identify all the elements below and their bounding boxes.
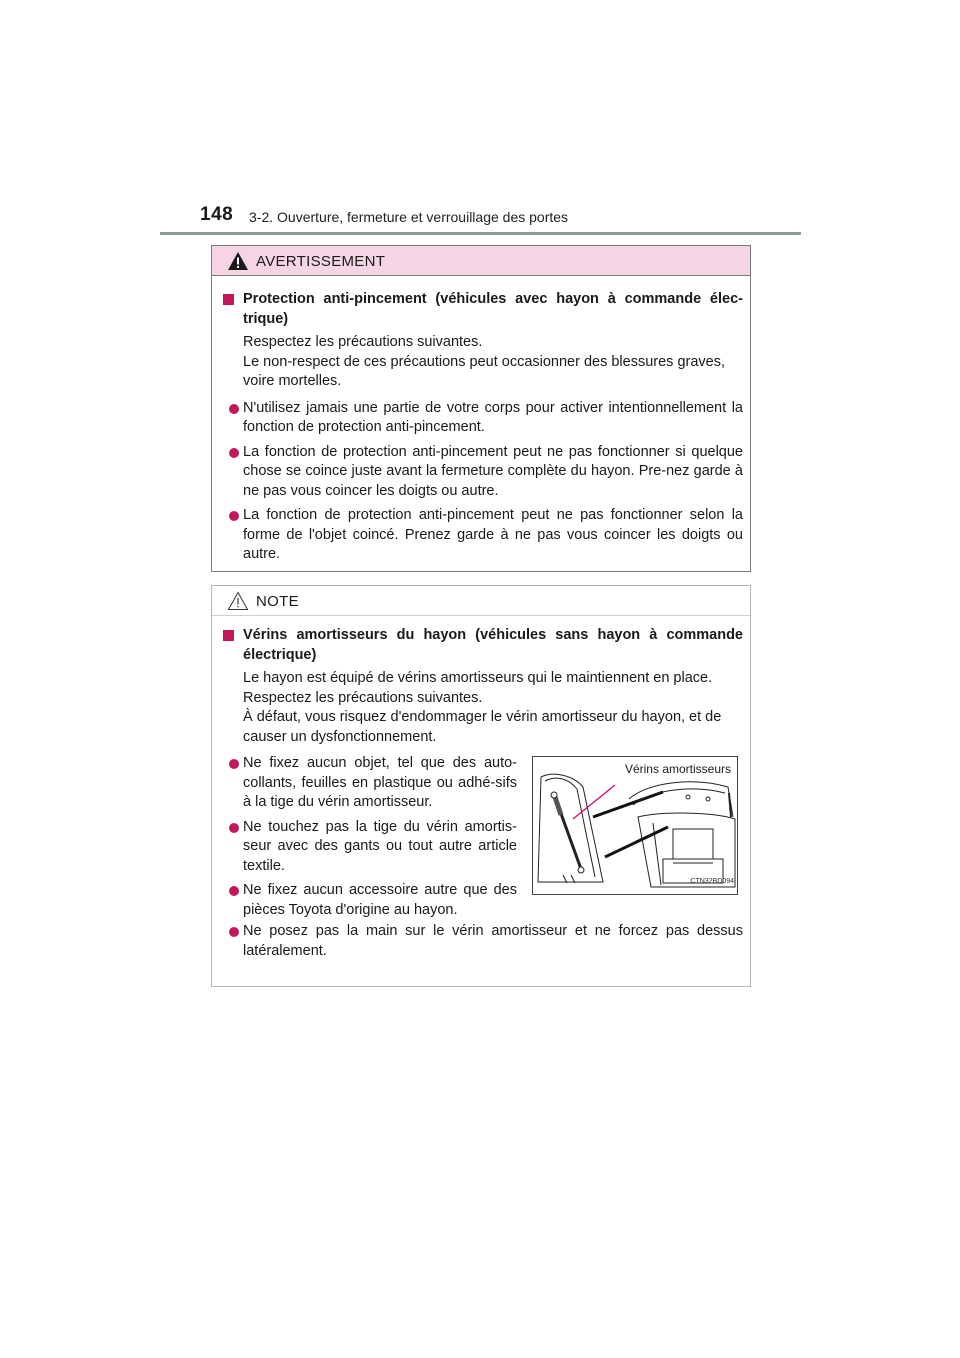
warning-bullet: [217, 506, 743, 565]
warning-heading-text: Protection anti-pincement (véhicules avec hayon à commande élec-trique): [243, 291, 743, 327]
note-bullet: [217, 881, 517, 920]
section-title: 3-2. Ouverture, fermeture et verrouillage des portes: [249, 209, 569, 225]
bullet-dot-icon: [229, 404, 239, 414]
note-bullet-text: Ne fixez aucun accessoire autre que des pièces Toyota d'origine au hayon.: [243, 882, 517, 918]
warning-content: [217, 290, 743, 570]
square-bullet-icon: [223, 630, 234, 641]
warning-paragraph: Le non-respect de ces précautions peut occasionner des blessures graves, voire mortelles.: [243, 353, 726, 389]
warning-paragraph: Respectez les précautions suivantes.: [243, 334, 483, 350]
note-figure-bullets: [217, 754, 517, 925]
warning-heading: [217, 290, 743, 329]
page-number: 148: [200, 204, 234, 225]
magnification-lines: [593, 792, 668, 857]
note-paragraph: Respectez les précautions suivantes.: [243, 689, 483, 706]
figure-label: Vérins amortisseurs: [623, 760, 733, 780]
caution-triangle-outline-icon: [227, 591, 249, 611]
note-paragraph: Le hayon est équipé de vérins amortisseurs qui le maintiennent en place.: [243, 670, 713, 686]
warning-box: [211, 245, 751, 572]
note-bullet: [217, 922, 743, 961]
note-content: [217, 626, 743, 966]
note-bullet: [217, 818, 517, 877]
warning-bullet-text: N'utilisez jamais une partie de votre corps pour activer intentionnellement la fonction de protection anti-pincement.: [243, 399, 743, 435]
bullet-dot-icon: [229, 823, 239, 833]
note-bullet-text: Ne touchez pas la tige du vérin amortis-seur avec des gants ou tout autre article textile.: [243, 818, 517, 874]
bullet-dot-icon: [229, 886, 239, 896]
note-bullet-text: Ne fixez aucun objet, tel que des auto-collants, feuilles en plastique ou adhé-sifs à la tige du vérin amortisseur.: [243, 755, 517, 810]
bullet-dot-icon: [229, 511, 239, 521]
note-title: NOTE: [256, 593, 299, 610]
note-bullet-text: Ne posez pas la main sur le vérin amortisseur et ne forcez pas dessus latéralement.: [243, 923, 743, 959]
bullet-dot-icon: [229, 759, 239, 769]
warning-title: AVERTISSEMENT: [256, 253, 386, 270]
warning-bullet-text: La fonction de protection anti-pincement peut ne pas fonctionner selon la forme de l'objet coincé. Prenez garde à ne pas vous coincer les doigts ou autre.: [243, 507, 743, 562]
note-figure-row: [217, 754, 743, 916]
bullet-dot-icon: [229, 448, 239, 458]
note-paragraphs: [217, 669, 743, 747]
warning-triangle-icon: [227, 251, 249, 271]
warning-bullet-text: La fonction de protection anti-pincement peut ne pas fonctionner si quelque chose se coince juste avant la fermeture complète du hayon. Pre-nez garde à ne pas vous coincer les doigts ou autre.: [243, 443, 743, 499]
bullet-dot-icon: [229, 927, 239, 937]
note-box: [211, 585, 751, 987]
note-bullet: [217, 754, 517, 813]
warning-header: [212, 246, 750, 276]
strut-closeup-inset: [538, 774, 603, 883]
header-rule: [160, 232, 801, 235]
tailgate-strut-illustration: [532, 756, 738, 895]
note-header: [212, 586, 750, 616]
figure-code: CTN32BD094: [690, 877, 734, 885]
note-heading-text: Vérins amortisseurs du hayon (véhicules sans hayon à commande électrique): [243, 627, 743, 663]
warning-bullet: [217, 399, 743, 438]
note-paragraph: À défaut, vous risquez d'endommager le vérin amortisseur du hayon, et de causer un dysfonctionnement.: [243, 709, 722, 745]
warning-paragraphs: [217, 333, 743, 392]
square-bullet-icon: [223, 294, 234, 305]
page-header: [200, 204, 800, 234]
note-heading: [217, 626, 743, 665]
warning-bullet: [217, 443, 743, 502]
